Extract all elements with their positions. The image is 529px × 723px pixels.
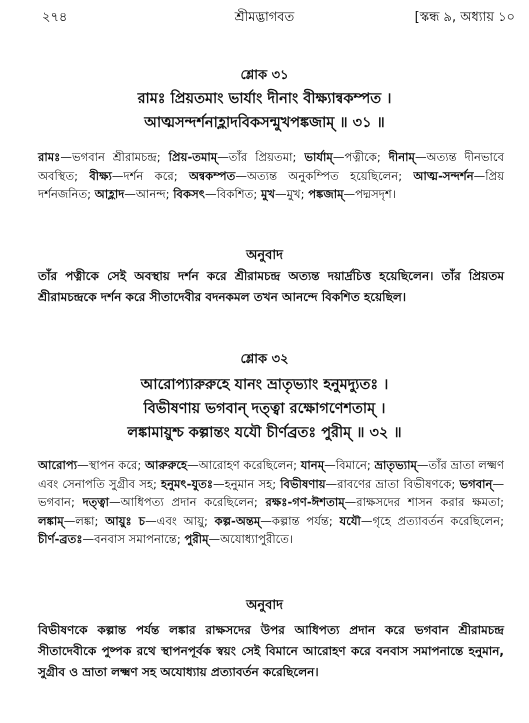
synonym-term: কল্প-অন্তম্ (214, 513, 261, 528)
synonym-meaning: অত্যন্ত অনুকম্পিত হয়েছিলেন; (246, 168, 403, 183)
synonym-term: যযৌ (339, 513, 361, 528)
synonym-meaning: হনুমান সহ; (224, 476, 277, 491)
synonym-term: যানম্ (300, 458, 325, 472)
synonym-meaning: আধিপত্য প্রদান করেছিলেন; (120, 495, 258, 510)
synonym-meaning: ভগবান; (38, 495, 75, 510)
synonym-meaning: পত্নীকে; (344, 150, 381, 164)
verse-32-translation-heading: অনুবাদ (246, 598, 283, 613)
book-title: শ্রীমদ্ভাগবত (234, 10, 295, 25)
synonym-meaning: তাঁর ভ্রাতা লক্ষ্মণ এবং সেনাপতি সুগ্রীব সহ; (38, 458, 504, 491)
verse-32-line-2: বিভীষণায় ভগবান্ দত্ত্বা রক্ষোগণেশতাম্ । (143, 401, 386, 417)
synonym-term: ভগবান্ (459, 476, 493, 491)
synonym-term: বীক্ষ্য (89, 168, 112, 183)
synonym-meaning: বিকশিত; (216, 187, 258, 202)
synonym-meaning: দর্শন করে; (123, 168, 178, 183)
verse-31-synonyms: রামঃ—ভগবান শ্রীরামচন্দ্র; প্রিয়-তমাম্—তাঁর প্রিয়তমা; ভার্যাম্—পত্নীকে; দীনাম্—অত্যন্ত দীনভাবে অবস্থিত; বীক্ষ্য—দর্শন করে; অন্বকম্পত—অত্যন্ত অনুকম্পিত হয়েছিলেন; আত্ম-সন্দর্শন—প্রিয় দর্শনজনিত; আহ্লাদ—আনন্দ; বিকসৎ—বিকশিত; মুখ—মুখ; পঙ্কজাম্—পদ্মসদৃশ। (38, 150, 505, 202)
synonym-term: আহ্লাদ (94, 187, 125, 202)
synonym-meaning: আরোহণ করেছিলেন; (198, 458, 298, 472)
verse-31-line-2: আত্মসন্দর্শনাহ্লাদবিকসন্মুখপঙ্কজাম্ ॥ ৩১ ॥ (144, 115, 385, 131)
synonym-term: লঙ্কাম্ (38, 513, 64, 528)
synonym-term: বিকসৎ (173, 187, 205, 202)
synonym-term: রামঃ (38, 150, 61, 164)
verse-31-translation-heading: অনুবাদ (246, 248, 283, 263)
synonym-meaning: অযোধ্যাপুরীতে। (220, 532, 294, 547)
synonym-term: পুরীম্ (184, 532, 209, 547)
synonym-term: আরুরুহে (145, 458, 188, 472)
verse-32-translation: বিভীষণকে কল্পান্ত পর্যন্ত লঙ্কার রাক্ষসদের উপর আধিপত্য প্রদান করে ভগবান শ্রীরামচন্দ্র সীতাদেবীকে পুষ্পক রথে স্থাপনপূর্বক স্বয়ং সেই বিমানে আরোহণ করে বনবাস সমাপনান্তে হনুমান, সুগ্রীব ও ভ্রাতা লক্ষ্মণ সহ অযোধ্যায় প্রত্যাবর্তন করেছিলেন। (38, 623, 504, 679)
synonym-term: প্রিয়-তমাম্ (168, 150, 218, 164)
synonym-term: দীনাম্ (388, 150, 415, 164)
synonym-term: পঙ্কজাম্ (308, 187, 344, 202)
synonym-term: আয়ুঃ চ (105, 513, 146, 528)
verse-32-synonyms: আরোপ্য—স্থাপন করে; আরুরুহে—আরোহণ করেছিলেন; যানম্—বিমানে; ভ্রাতৃভ্যাম্—তাঁর ভ্রাতা লক্ষ্মণ এবং সেনাপতি সুগ্রীব সহ; হনুমৎ-যুতঃ—হনুমান সহ; বিভীষণায়—রাবণের ভ্রাতা বিভীষণকে; ভগবান্—ভগবান; দত্ত্বা—আধিপত্য প্রদান করেছিলেন; রক্ষঃ-গণ-ঈশতাম্—রাক্ষসদের শাসন করার ক্ষমতা; লঙ্কাম্—লঙ্কা; আয়ুঃ চ—এবং আয়ু; কল্প-অন্তম্—কল্পান্ত পর্যন্ত; যযৌ—গৃহে প্রত্যাবর্তন করেছিলেন; চীর্ণ-ব্রতঃ—বনবাস সমাপনান্তে; পুরীম্—অযোধ্যাপুরীতে। (38, 458, 505, 547)
synonym-term: আরোপ্য (38, 458, 78, 472)
synonym-term: বিভীষণায় (280, 476, 326, 491)
synonym-meaning: রাবণের ভ্রাতা বিভীষণকে; (337, 476, 456, 491)
verse-32-line-3: লঙ্কামায়ুশ্চ কল্পান্তং যযৌ চীর্ণব্রতঃ পুরীম্ ॥ ৩২ ॥ (127, 425, 402, 441)
synonym-meaning: পদ্মসদৃশ। (355, 187, 396, 202)
canto-chapter-label: [স্কন্ধ ৯, অধ্যায় ১০ (414, 10, 515, 25)
synonym-meaning: প্রিয় দর্শনজনিত; (38, 168, 505, 202)
synonym-meaning: বনবাস সমাপনান্তে; (94, 532, 181, 547)
synonym-meaning: ভগবান শ্রীরামচন্দ্র; (71, 150, 161, 164)
synonym-meaning: অত্যন্ত দীনভাবে অবস্থিত; (38, 150, 505, 183)
synonym-meaning: কল্পান্ত পর্যন্ত; (271, 513, 333, 528)
synonym-term: চীর্ণ-ব্রতঃ (38, 532, 83, 547)
synonym-term: হনুমৎ-যুতঃ (160, 476, 214, 491)
verse-32-line-1: আরোপ্যারুরুহে যানং ভ্রাতৃভ্যাং হনুমদ্যুতঃ । (140, 377, 389, 393)
synonym-term: ভার্যাম্ (304, 150, 333, 164)
page-number: ২৭৪ (42, 10, 68, 25)
synonym-term: আত্ম-সন্দর্শন (413, 168, 474, 183)
synonym-term: দত্ত্বা (82, 495, 109, 510)
synonym-meaning: গৃহে প্রত্যাবর্তন করেছিলেন; (372, 513, 504, 528)
synonym-meaning: মুখ; (286, 187, 305, 202)
synonym-term: রক্ষঃ-গণ-ঈশতাম্ (265, 495, 345, 510)
synonym-meaning: আনন্দ; (135, 187, 170, 202)
synonym-meaning: বিমানে; (335, 458, 371, 472)
synonym-meaning: তাঁর প্রিয়তমা; (228, 150, 297, 164)
verse-31-heading: শ্লোক ৩১ (240, 68, 289, 83)
synonym-term: মুখ (260, 187, 275, 202)
synonym-meaning: রাক্ষসদের শাসন করার ক্ষমতা; (356, 495, 505, 510)
verse-31-translation: তাঁর পত্নীকে সেই অবস্থায় দর্শন করে শ্রীরামচন্দ্র অত্যন্ত দয়ার্দ্রচিত্ত হয়েছিলেন। তাঁর প্রিয়তম শ্রীরামচন্দ্রকে দর্শন করে সীতাদেবীর বদনকমল তখন আনন্দে বিকশিত হয়েছিল। (38, 269, 504, 304)
synonym-meaning: লঙ্কা; (75, 513, 99, 528)
synonym-term: ভ্রাতৃভ্যাম্ (374, 458, 417, 472)
synonym-meaning: স্থাপন করে; (88, 458, 142, 472)
synonym-meaning: এবং আয়ু; (156, 513, 208, 528)
verse-32-heading: শ্লোক ৩২ (240, 352, 289, 367)
verse-31-line-1: রামঃ প্রিয়তমাং ভার্যাং দীনাং বীক্ষ্যান্বকম্পত । (137, 91, 392, 107)
synonym-term: অন্বকম্পত (188, 168, 236, 183)
